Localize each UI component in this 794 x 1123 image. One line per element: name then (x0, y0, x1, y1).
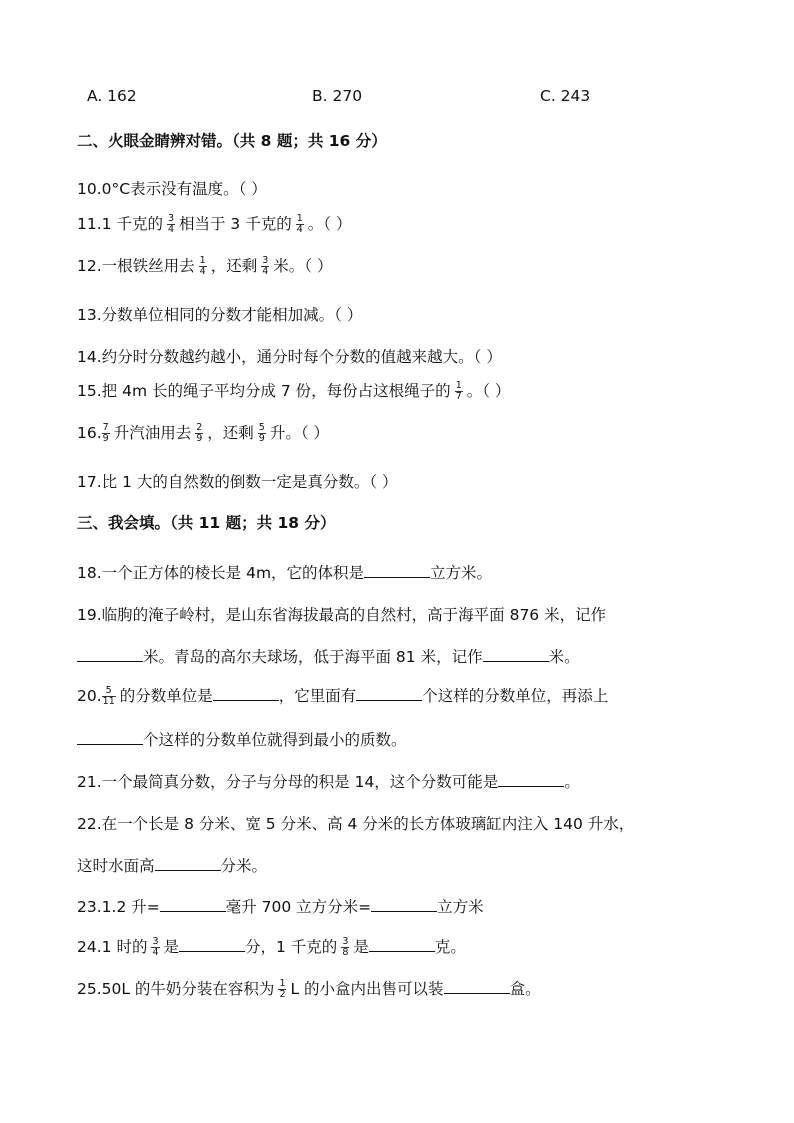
q20-text-1: 20. (77, 687, 102, 705)
fraction (455, 381, 463, 402)
numerator: 5 (258, 422, 265, 433)
q22-text-2: 这时水面高 (77, 857, 155, 875)
q22-text-3: 分米。 (220, 857, 268, 875)
denominator: 4 (296, 224, 303, 235)
answer-blank[interactable] (77, 647, 143, 662)
fraction (278, 979, 286, 1000)
question-20-line-2 (77, 728, 407, 750)
numerator: 3 (262, 255, 269, 266)
q23-text-3: 立方米 (437, 898, 484, 916)
denominator: 9 (258, 433, 265, 444)
answer-blank[interactable] (371, 897, 437, 912)
denominator: 2 (279, 989, 286, 1000)
q21-text-2: 。 (564, 773, 580, 791)
question-25 (77, 977, 541, 1000)
question-11 (77, 212, 351, 235)
answer-blank[interactable] (77, 730, 143, 745)
q21-text-1: 21.一个最简真分数，分子与分母的积是 14，这个分数可能是 (77, 773, 499, 791)
question-16 (77, 421, 329, 444)
q18-text-1: 18.一个正方体的棱长是 4m，它的体积是 (77, 564, 365, 582)
q16-text-4: 升。（ ） (269, 424, 330, 442)
q23-text-1: 23.1.2 升= (77, 898, 160, 916)
question-21 (77, 770, 580, 792)
answer-blank[interactable] (155, 856, 221, 871)
q23-text-2: 毫升 700 立方分米= (225, 898, 372, 916)
answer-blank[interactable] (498, 772, 564, 787)
denominator: 11 (102, 696, 115, 707)
q20-text-4: 个这样的分数单位，再添上 (422, 687, 609, 705)
q11-text-3: 。（ ） (307, 215, 352, 233)
q25-text-1: 25.50L 的牛奶分装在容积为 (77, 980, 275, 998)
fraction (258, 423, 266, 444)
q20-text-5: 个这样的分数单位就得到最小的质数。 (143, 731, 407, 749)
fraction (102, 423, 110, 444)
q15-text-2: 。（ ） (466, 382, 511, 400)
answer-blank[interactable] (483, 647, 549, 662)
fraction (296, 214, 304, 235)
fraction (199, 256, 207, 277)
question-18 (77, 561, 492, 583)
q24-text-2: 是 (163, 938, 180, 956)
denominator: 4 (262, 266, 269, 277)
denominator: 4 (152, 947, 159, 958)
q15-text-1: 15.把 4m 长的绳子平均分成 7 份，每份占这根绳子的 (77, 382, 451, 400)
choice-c: C. 243 (540, 87, 591, 105)
numerator: 1 (296, 213, 303, 224)
choice-a: A. 162 (87, 87, 137, 105)
fraction (102, 686, 116, 707)
numerator: 3 (152, 936, 159, 947)
denominator: 4 (167, 224, 174, 235)
question-10: 10.0°C表示没有温度。（ ） (77, 180, 267, 198)
question-22-line-2 (77, 854, 267, 876)
q16-text-2: 升汽油用去 (113, 424, 192, 442)
answer-blank[interactable] (160, 897, 226, 912)
q18-text-2: 立方米。 (430, 564, 493, 582)
question-23 (77, 895, 484, 917)
fraction (151, 937, 159, 958)
question-24 (77, 935, 466, 958)
fraction (167, 214, 175, 235)
denominator: 9 (102, 433, 109, 444)
answer-blank[interactable] (356, 686, 422, 701)
numerator: 1 (279, 978, 286, 989)
q12-text-1: 12.一根铁丝用去 (77, 257, 195, 275)
question-19-line-1 (77, 603, 606, 625)
question-17: 17.比 1 大的自然数的倒数一定是真分数。（ ） (77, 473, 398, 491)
fraction (341, 937, 349, 958)
answer-blank[interactable] (444, 979, 510, 994)
q24-text-1: 24.1 时的 (77, 938, 148, 956)
q24-text-4: 是 (353, 938, 369, 956)
denominator: 7 (455, 391, 462, 402)
q11-text-2: 相当于 3 千克的 (179, 215, 292, 233)
answer-blank[interactable] (213, 686, 279, 701)
answer-blank[interactable] (369, 937, 435, 952)
numerator: 1 (199, 255, 206, 266)
q22-text-1: 22.在一个长是 8 分米、宽 5 分米、高 4 分米的长方体玻璃缸内注入 140 升水， (77, 815, 635, 833)
q16-text-3: ，还剩 (207, 424, 254, 442)
denominator: 4 (199, 266, 206, 277)
fraction (195, 423, 203, 444)
q19-text-1: 19.临朐的淹子岭村，是山东省海拔最高的自然村，高于海平面 876 米，记作 (77, 606, 607, 624)
question-14: 14.约分时分数越约越小，通分时每个分数的值越来越大。（ ） (77, 348, 502, 366)
numerator: 1 (455, 380, 462, 391)
q12-text-2: ，还剩 (210, 257, 258, 275)
question-20-line-1 (77, 684, 608, 707)
q19-text-3: 米。 (548, 648, 580, 666)
numerator: 5 (102, 686, 116, 697)
q25-text-3: 盒。 (509, 980, 541, 998)
question-12 (77, 254, 332, 277)
answer-blank[interactable] (364, 563, 430, 578)
answer-blank[interactable] (179, 937, 245, 952)
fraction (261, 256, 269, 277)
question-22-line-1 (77, 812, 634, 834)
numerator: 3 (342, 936, 349, 947)
denominator: 9 (196, 433, 203, 444)
question-13: 13.分数单位相同的分数才能相加减。（ ） (77, 306, 363, 324)
denominator: 8 (342, 947, 349, 958)
question-15 (77, 379, 510, 402)
q25-text-2: L 的小盒内出售可以装 (290, 980, 444, 998)
q20-text-3: ，它里面有 (278, 687, 357, 705)
q11-text-1: 11.1 千克的 (77, 215, 163, 233)
choice-b: B. 270 (312, 87, 363, 105)
q12-text-3: 米。（ ） (273, 257, 333, 275)
q24-text-3: 分，1 千克的 (245, 938, 338, 956)
question-19-line-2 (77, 645, 580, 667)
numerator: 2 (196, 422, 203, 433)
q20-text-2: 的分数单位是 (119, 687, 213, 705)
q19-text-2: 米。青岛的高尔夫球场，低于海平面 81 米，记作 (143, 648, 483, 666)
q24-text-5: 克。 (434, 938, 466, 956)
answer-choices (77, 87, 717, 109)
q16-text-1: 16. (77, 424, 102, 442)
section-2-heading: 二、火眼金睛辨对错。（共 8 题；共 16 分） (77, 132, 387, 150)
numerator: 7 (102, 422, 109, 433)
section-3-heading: 三、我会填。（共 11 题；共 18 分） (77, 514, 336, 532)
numerator: 3 (167, 213, 174, 224)
